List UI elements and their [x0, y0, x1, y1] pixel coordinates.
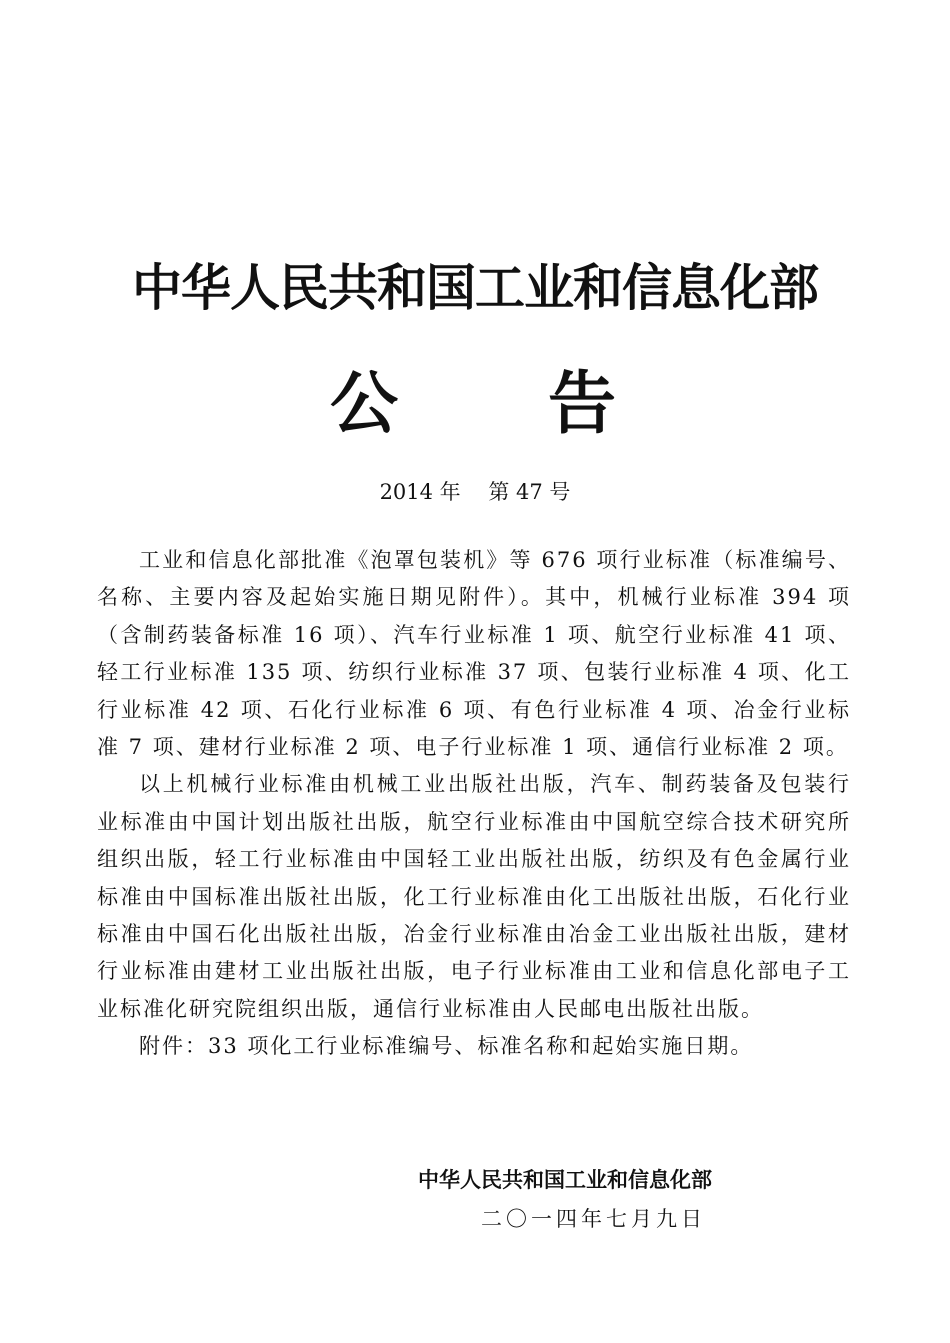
issue-number: 2014 年 第 47 号 [379, 480, 571, 504]
announcement-body [97, 542, 851, 1066]
issuer-signature: 中华人民共和国工业和信息化部 [418, 1168, 712, 1192]
paragraph-attachment: 附件：33 项化工行业标准编号、标准名称和起始实施日期。 [139, 1034, 754, 1059]
ministry-title: 中华人民共和国工业和信息化部 [132, 259, 818, 317]
paragraph-publishers: 以上机械行业标准由机械工业出版社出版，汽车、制药装备及包装行业标准由中国计划出版社出版，航空行业标准由中国航空综合技术研究所组织出版，轻工行业标准由中国轻工业出版社出版，纺织及有色金属行业标准由中国标准出版社出版，化工行业标准由化工出版社出版，石化行业标准由中国石化出版社出版，冶金行业标准由冶金工业出版社出版，建材行业标准由建材工业出版社出版，电子行业标准由工业和信息化部电子工业标准化研究院组织出版，通信行业标准由人民邮电出版社出版。 [97, 772, 851, 1021]
paragraph-approval: 工业和信息化部批准《泡罩包装机》等 676 项行业标准（标准编号、名称、主要内容及起始实施日期见附件）。其中，机械行业标准 394 项（含制药装备标准 16 项）、汽车行业标准 1 项、航空行业标准 41 项、轻工行业标准 135 项、纺织行业标准 37 项、包装行业标准 4 项、化工行业标准 42 项、石化行业标准 6 项、有色行业标准 4 项、冶金行业标准 7 项、建材行业标准 2 项、电子行业标准 1 项、通信行业标准 2 项。 [97, 548, 851, 760]
document-type-char-1: 公 [330, 365, 399, 444]
document-type-heading [330, 362, 630, 452]
signing-date: 二〇一四年七月九日 [481, 1207, 706, 1231]
document-type-char-2: 告 [548, 365, 617, 444]
